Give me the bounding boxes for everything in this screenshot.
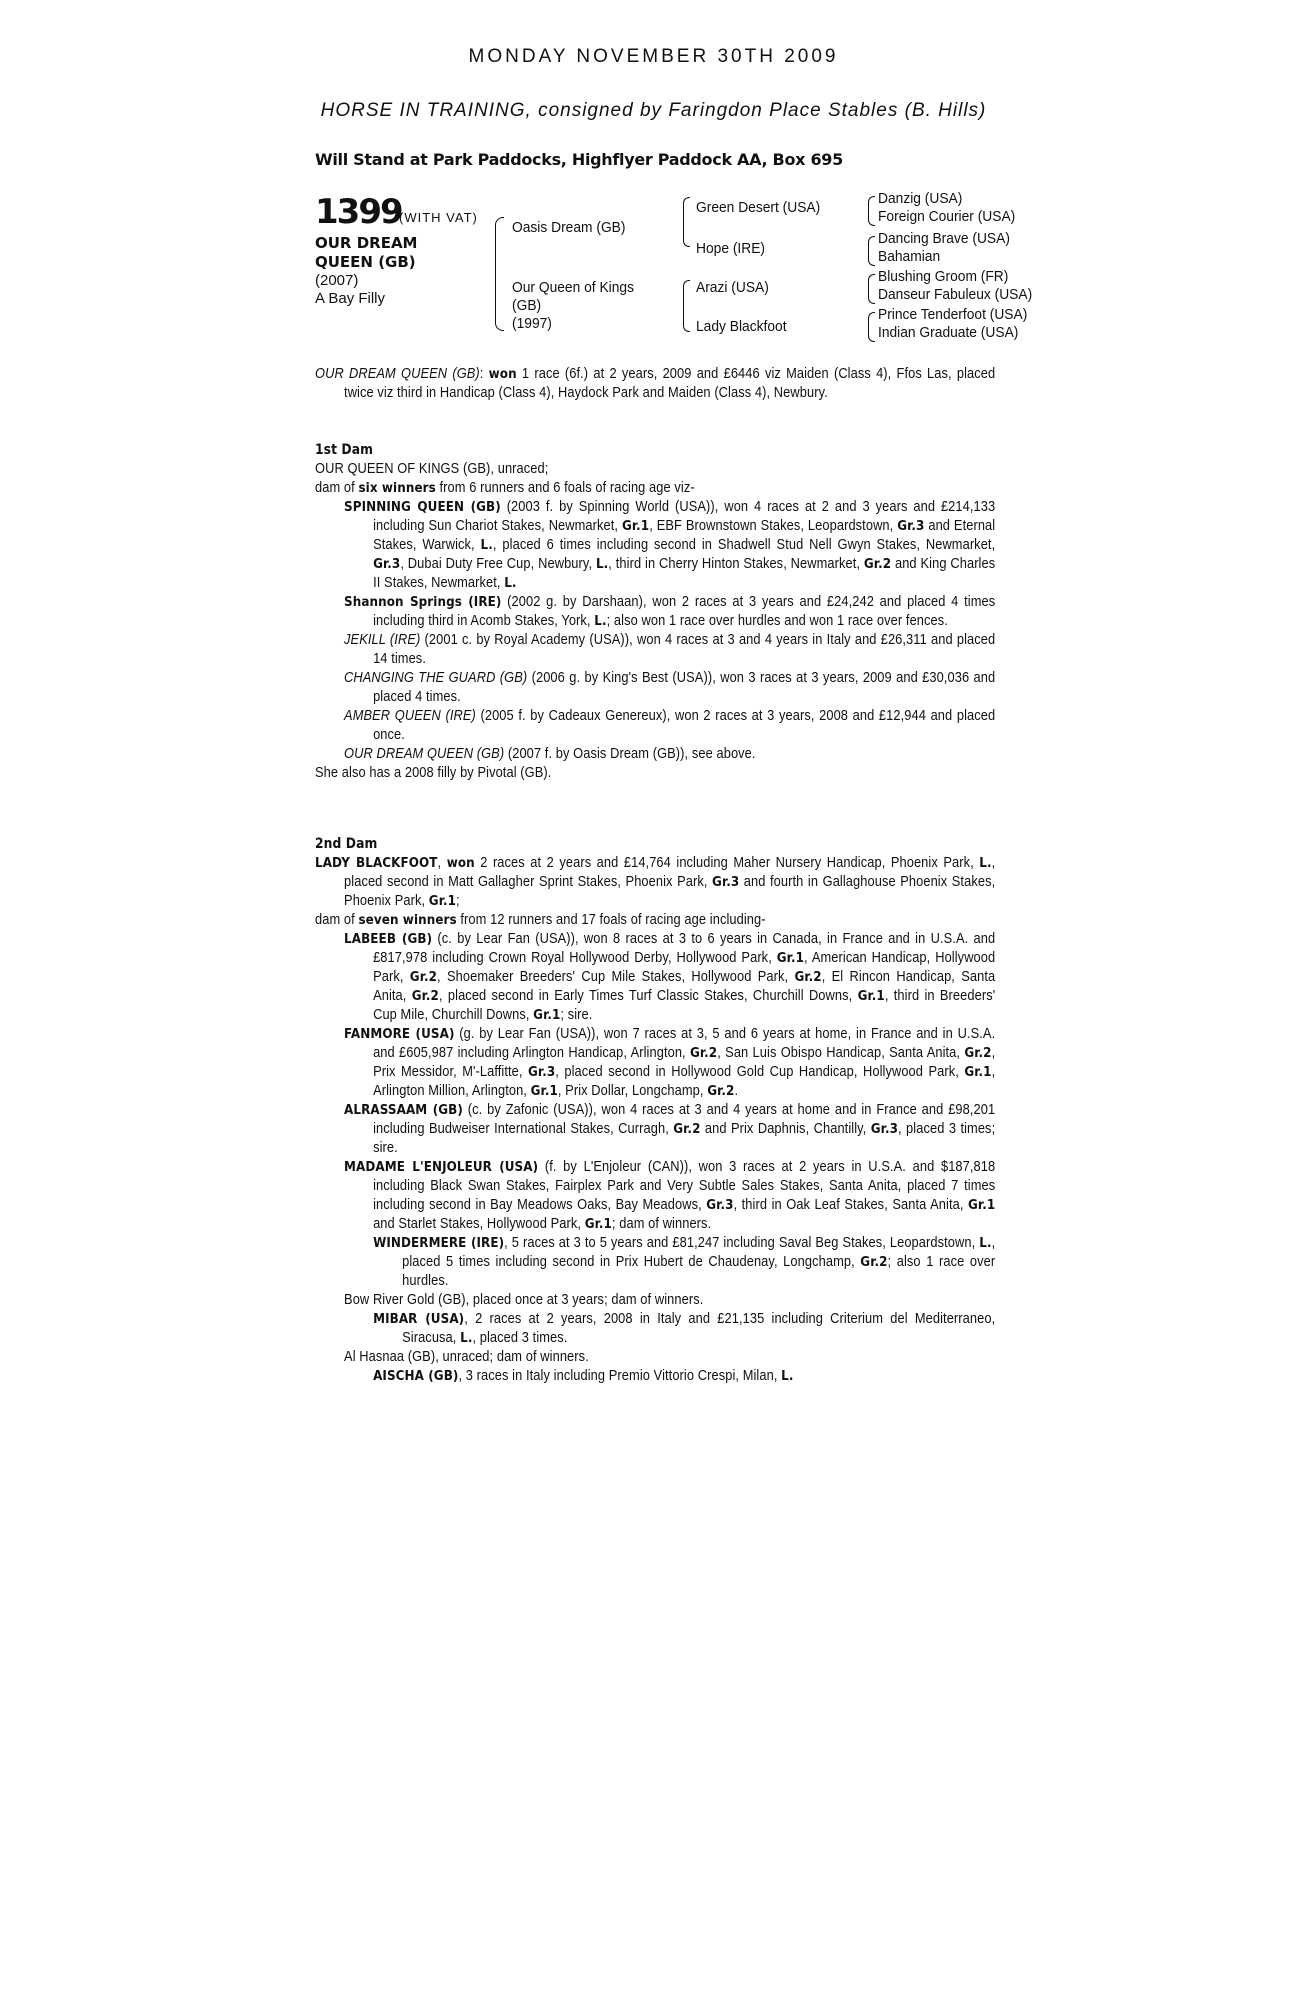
second-dam-produce-entry <box>315 1367 995 1386</box>
summary-text: 1 race (6f.) at 2 years, 2009 and £6446 viz Maiden (Class 4), Ffos Las, placed twice viz third in Handicap (Class 4), Haydock Park and Maiden (Class 4), Newbury. <box>344 366 996 401</box>
bold-text: L. <box>504 575 517 591</box>
bold-text: Gr.1 <box>964 1064 992 1080</box>
great-grandsire-4: Prince Tenderfoot (USA) <box>878 306 1028 323</box>
dam-line2: (GB) <box>512 297 542 314</box>
first-dam-produce-entry <box>315 707 995 745</box>
sale-date: MONDAY NOVEMBER 30TH 2009 <box>468 46 839 67</box>
text-run: , third in Oak Leaf Stakes, Santa Anita, <box>733 1197 969 1213</box>
text-run: , placed 3 times; sire. <box>373 1121 996 1156</box>
text-run: , placed 5 times including second in Prix Hubert de Chaudenay, Longchamp, <box>402 1235 996 1270</box>
bold-text: Gr.2 <box>707 1083 735 1099</box>
text-run: and Starlet Stakes, Hollywood Park, <box>373 1216 585 1232</box>
first-dam-entries <box>315 498 995 764</box>
great-grandsire-1: Danzig (USA) <box>878 190 963 207</box>
lot-number: 1399 <box>315 192 402 232</box>
produce-name: AMBER QUEEN (IRE) <box>344 708 476 724</box>
text-run: (2001 c. by Royal Academy (USA)), won 4 races at 3 and 4 years in Italy and £26,311 and placed 14 times. <box>373 632 996 667</box>
dam-sire: Arazi (USA) <box>696 279 769 296</box>
dam-of-prefix: dam of <box>315 480 359 496</box>
produce-name: JEKILL (IRE) <box>344 632 421 648</box>
text-run: ; dam of winners. <box>611 1216 712 1232</box>
text-run: , placed 6 times including second in Shadwell Stud Nell Gwyn Stakes, Newmarket, <box>492 537 996 553</box>
summary-paragraph: OUR DREAM QUEEN (GB): won 1 race (6f.) at 2 years, 2009 and £6446 viz Maiden (Class 4), Ffos Las, placed twice viz third in Handicap (Class 4), Haydock Park and Maiden (Class 4), Newbury. <box>315 366 996 401</box>
bold-text: Gr.1 <box>530 1083 558 1099</box>
great-granddam-1: Foreign Courier (USA) <box>878 208 1016 225</box>
bold-text: Gr.3 <box>528 1064 556 1080</box>
second-dam-produce-entry <box>315 1310 995 1348</box>
text-run: , placed second in Early Times Turf Classic Stakes, Churchill Downs, <box>438 988 858 1004</box>
stand-location: Will Stand at Park Paddocks, Highflyer Paddock AA, Box 695 <box>315 150 843 169</box>
pedigree-brace-g3-2 <box>868 236 875 266</box>
bold-text: Gr.2 <box>409 969 438 985</box>
pedigree-brace-g3-3 <box>868 274 875 304</box>
dam-line3: (1997) <box>512 315 552 332</box>
text-run: (2007 f. by Oasis Dream (GB)), see above. <box>504 746 756 762</box>
produce-name: Shannon Springs (IRE) <box>344 594 502 610</box>
horse-name-line2: QUEEN (GB) <box>315 253 416 271</box>
bold-text: Gr.2 <box>860 1254 888 1270</box>
pedigree-brace-g3-1 <box>868 196 875 226</box>
bold-text: ALRASSAAM (GB) <box>344 1102 463 1118</box>
bold-text: L. <box>460 1330 473 1346</box>
bold-text: MIBAR (USA) <box>373 1311 465 1327</box>
first-dam-produce-entry <box>315 498 995 593</box>
text-run: , EBF Brownstown Stakes, Leopardstown, <box>649 518 898 534</box>
summary-won: won <box>488 366 517 382</box>
bold-text: Gr.2 <box>964 1045 992 1061</box>
horse-description: A Bay Filly <box>315 290 386 307</box>
bold-text: Gr.1 <box>968 1197 996 1213</box>
bold-text: Gr.3 <box>712 874 740 890</box>
bold-text: Gr.2 <box>411 988 439 1004</box>
text-run: and Eternal Stakes, Warwick, <box>373 518 996 553</box>
text-run: , placed second in Matt Gallagher Sprint Stakes, Phoenix Park, <box>344 855 996 890</box>
text-run: , 2 races at 2 years, 2008 in Italy and £21,135 including Criterium del Mediterraneo, Siracusa, <box>402 1311 996 1346</box>
dam-of-count: six winners <box>358 480 436 496</box>
text-run: , third in Cherry Hinton Stakes, Newmarket, <box>608 556 864 572</box>
great-granddam-4: Indian Graduate (USA) <box>878 324 1019 341</box>
second-dam-intro <box>315 854 995 911</box>
bold-text: LABEEB (GB) <box>344 931 433 947</box>
text-run: ; also won 1 race over hurdles and won 1 race over fences. <box>606 613 948 629</box>
foaling-year: (2007) <box>315 272 359 289</box>
great-grandsire-2: Dancing Brave (USA) <box>878 230 1010 247</box>
bold-text: L. <box>979 1235 992 1251</box>
horse-name-line1: OUR DREAM <box>315 234 418 252</box>
text-run: (f. by L'Enjoleur (CAN)), won 3 races at 2 years in U.S.A. and $187,818 including Black Swan Stakes, Fairplex Park and Very Subtle Sales Stakes, Santa Anita, placed 7 times including second in Bay Meadows Oaks, Bay Meadows, <box>373 1159 996 1213</box>
dam <box>512 279 634 333</box>
second-dam-produce-entry <box>315 1348 995 1367</box>
bold-text: Gr.1 <box>776 950 804 966</box>
bold-text: L. <box>979 855 992 871</box>
horse-name <box>315 234 418 272</box>
text-run: , Prix Messidor, M'-Laffitte, <box>373 1045 996 1080</box>
text-run: ; <box>456 893 460 909</box>
text-run: ; sire. <box>560 1007 593 1023</box>
text-run: and King Charles II Stakes, Newmarket, <box>373 556 996 591</box>
first-dam-produce-entry <box>315 593 995 631</box>
horse-meta <box>315 272 385 308</box>
text-run: Bow River Gold (GB), placed once at 3 years; dam of winners. <box>344 1292 704 1308</box>
bold-text: Gr.2 <box>673 1121 701 1137</box>
bold-text: WINDERMERE (IRE) <box>373 1235 505 1251</box>
sire-sire: Green Desert (USA) <box>696 199 821 216</box>
text-run: and Prix Daphnis, Chantilly, <box>700 1121 871 1137</box>
bold-text: Gr.2 <box>689 1045 718 1061</box>
dam-of-count: seven winners <box>358 912 457 928</box>
second-dam-section <box>315 835 995 1386</box>
consignment-line: HORSE IN TRAINING, consigned by Faringdon Place Stables (B. Hills) <box>320 100 987 121</box>
text-run: (g. by Lear Fan (USA)), won 7 races at 3, 5 and 6 years at home, in France and in U.S.A. and £605,987 including Arlington Handicap, Arlington, <box>373 1026 996 1061</box>
dam-of-suffix: from 12 runners and 17 foals of racing age including- <box>456 912 766 928</box>
second-dam-produce-entry <box>315 1234 995 1291</box>
text-run: (c. by Lear Fan (USA)), won 8 races at 3 to 6 years in Canada, in France and in U.S.A. and £817,978 including Crown Royal Hollywood Derby, Hollywood Park, <box>373 931 996 966</box>
text-run: (c. by Zafonic (USA)), won 4 races at 3 and 4 years at home and in France and £98,201 including Budweiser International Stakes, Curragh, <box>373 1102 996 1137</box>
first-dam-produce-entry <box>315 745 995 764</box>
vat-note: (WITH VAT) <box>399 210 478 225</box>
text-run: , San Luis Obispo Handicap, Santa Anita, <box>717 1045 965 1061</box>
great-grandsire-3: Blushing Groom (FR) <box>878 268 1009 285</box>
text-run: , Arlington Million, Arlington, <box>373 1064 996 1099</box>
second-dam-entries <box>315 930 995 1386</box>
great-granddam-2: Bahamian <box>878 248 941 265</box>
bold-text: Gr.3 <box>373 556 401 572</box>
bold-text: won <box>446 855 475 871</box>
text-run: (2003 f. by Spinning World (USA)), won 4 races at 2 and 3 years and £214,133 including Sun Chariot Stakes, Newmarket, <box>373 499 996 534</box>
bold-text: L. <box>595 556 609 572</box>
text-run: , Dubai Duty Free Cup, Newbury, <box>400 556 596 572</box>
pedigree-brace-sire <box>683 197 690 247</box>
bold-text: Gr.1 <box>857 988 885 1004</box>
pedigree-block <box>315 192 1075 352</box>
text-run: 2 races at 2 years and £14,764 including Maher Nursery Handicap, Phoenix Park, <box>474 855 980 871</box>
dam-dam: Lady Blackfoot <box>696 318 787 335</box>
sire-dam: Hope (IRE) <box>696 240 766 257</box>
text-run: and fourth in Gallaghouse Phoenix Stakes, Phoenix Park, <box>344 874 996 909</box>
second-dam-produce-entry <box>315 930 995 1025</box>
text-run: (2005 f. by Cadeaux Genereux), won 2 races at 3 years, 2008 and £12,944 and placed once. <box>373 708 996 743</box>
dam-line1: Our Queen of Kings <box>512 279 634 296</box>
bold-text: L. <box>781 1368 794 1384</box>
text-run: , 3 races in Italy including Premio Vittorio Crespi, Milan, <box>458 1368 782 1384</box>
bold-text: MADAME L'ENJOLEUR (USA) <box>344 1159 539 1175</box>
bold-text: LADY BLACKFOOT <box>315 855 438 871</box>
pedigree-brace-dam <box>683 280 690 332</box>
text-run: (2002 g. by Darshaan), won 2 races at 3 years and £24,242 and placed 4 times including third in Acomb Stakes, York, <box>373 594 996 629</box>
first-dam-produce-summary <box>315 479 995 498</box>
bold-text: Gr.2 <box>863 556 892 572</box>
produce-name: CHANGING THE GUARD (GB) <box>344 670 528 686</box>
text-run: ; also 1 race over hurdles. <box>402 1254 996 1289</box>
bold-text: Gr.3 <box>870 1121 898 1137</box>
text-run: , El Rincon Handicap, Santa Anita, <box>373 969 996 1004</box>
text-run: , <box>437 855 447 871</box>
summary-horse-name: OUR DREAM QUEEN (GB) <box>315 366 480 382</box>
text-run: , American Handicap, Hollywood Park, <box>373 950 996 985</box>
bold-text: Gr.3 <box>897 518 925 534</box>
second-dam-produce-entry <box>315 1158 995 1234</box>
great-granddam-3: Danseur Fabuleux (USA) <box>878 286 1033 303</box>
dam-of-suffix: from 6 runners and 6 foals of racing age viz- <box>435 480 695 496</box>
text-run: . <box>734 1083 739 1099</box>
bold-text: Gr.1 <box>533 1007 561 1023</box>
first-dam-heading: 1st Dam <box>315 442 374 458</box>
first-dam-line: OUR QUEEN OF KINGS (GB), unraced; <box>315 461 549 477</box>
first-dam-closing: She also has a 2008 filly by Pivotal (GB). <box>315 765 552 781</box>
sire: Oasis Dream (GB) <box>512 219 626 236</box>
dam-of-prefix: dam of <box>315 912 359 928</box>
text-run: , third in Breeders' Cup Mile, Churchill Downs, <box>373 988 996 1023</box>
bold-text: Gr.1 <box>584 1216 612 1232</box>
bold-text: L. <box>594 613 607 629</box>
first-dam-produce-entry <box>315 669 995 707</box>
pedigree-brace-g3-4 <box>868 312 875 342</box>
second-dam-produce-summary <box>315 911 995 930</box>
bold-text: FANMORE (USA) <box>344 1026 455 1042</box>
first-dam-section <box>315 441 995 783</box>
pedigree-brace-main <box>495 217 504 331</box>
second-dam-produce-entry <box>315 1291 995 1310</box>
text-run: , Shoemaker Breeders' Cup Mile Stakes, Hollywood Park, <box>437 969 795 985</box>
second-dam-produce-entry <box>315 1025 995 1101</box>
race-summary <box>315 365 995 403</box>
bold-text: Gr.1 <box>621 518 650 534</box>
second-dam-heading: 2nd Dam <box>315 836 378 852</box>
first-dam-produce-entry <box>315 631 995 669</box>
bold-text: Gr.2 <box>794 969 822 985</box>
produce-name: SPINNING QUEEN (GB) <box>344 499 501 515</box>
text-run: , 5 races at 3 to 5 years and £81,247 including Saval Beg Stakes, Leopardstown, <box>504 1235 980 1251</box>
text-run: , Prix Dollar, Longchamp, <box>557 1083 708 1099</box>
bold-text: Gr.3 <box>706 1197 734 1213</box>
text-run: , placed 3 times. <box>472 1330 568 1346</box>
second-dam-produce-entry <box>315 1101 995 1158</box>
text-run: Al Hasnaa (GB), unraced; dam of winners. <box>344 1349 589 1365</box>
bold-text: L. <box>480 537 493 553</box>
text-run: , placed second in Hollywood Gold Cup Handicap, Hollywood Park, <box>555 1064 965 1080</box>
bold-text: Gr.1 <box>428 893 457 909</box>
produce-name: OUR DREAM QUEEN (GB) <box>344 746 505 762</box>
bold-text: AISCHA (GB) <box>373 1368 459 1384</box>
text-run: (2006 g. by King's Best (USA)), won 3 races at 3 years, 2009 and £30,036 and placed 4 times. <box>373 670 996 705</box>
